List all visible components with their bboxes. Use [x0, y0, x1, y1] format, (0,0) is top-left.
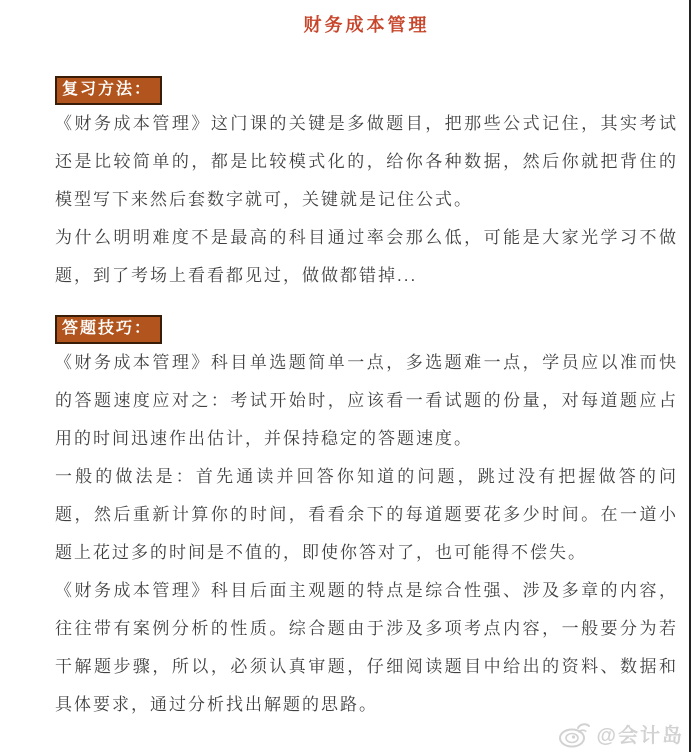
- paragraph-review-1: 《财务成本管理》这门课的关键是多做题目，把那些公式记住，其实考试还是比较简单的，都是比较模式化的，给你各种数据，然后你就把背住的模型写下来然后套数字就可，关键就是记住公式。: [55, 114, 678, 209]
- watermark-handle: @会计岛: [596, 725, 684, 747]
- page-title: 财务成本管理: [303, 15, 430, 35]
- watermark: [558, 719, 684, 748]
- paragraph-tips-2: 一般的做法是：首先通读并回答你知道的问题，跳过没有把握做答的问题，然后重新计算你的时间，看看余下的每道题要花多少时间。在一道小题上花过多的时间是不值的，即使你答对了，也可能得不偿失。: [55, 467, 678, 562]
- weibo-icon: [558, 720, 592, 748]
- section-label-review-method: 复习方法：: [55, 76, 162, 105]
- paragraph-tips-1: 《财务成本管理》科目单选题简单一点，多选题难一点，学员应以准而快的答题速度应对之：考试开始时，应该看一看试题的份量，对每道题应占用的时间迅速作出估计，并保持稳定的答题速度。: [55, 353, 678, 448]
- paragraph-tips-3: 《财务成本管理》科目后面主观题的特点是综合性强、涉及多章的内容，往往带有案例分析的性质。综合题由于涉及多项考点内容，一般要分为若干解题步骤，所以，必须认真审题，仔细阅读题目中给出的资料、数据和具体要求，通过分析找出解题的思路。: [55, 581, 678, 714]
- section-label-answer-tips: 答题技巧：: [55, 315, 162, 344]
- paragraph-review-2: 为什么明明难度不是最高的科目通过率会那么低，可能是大家光学习不做题，到了考场上看看都见过，做做都错掉...: [55, 228, 678, 285]
- page-right-border: [689, 0, 691, 752]
